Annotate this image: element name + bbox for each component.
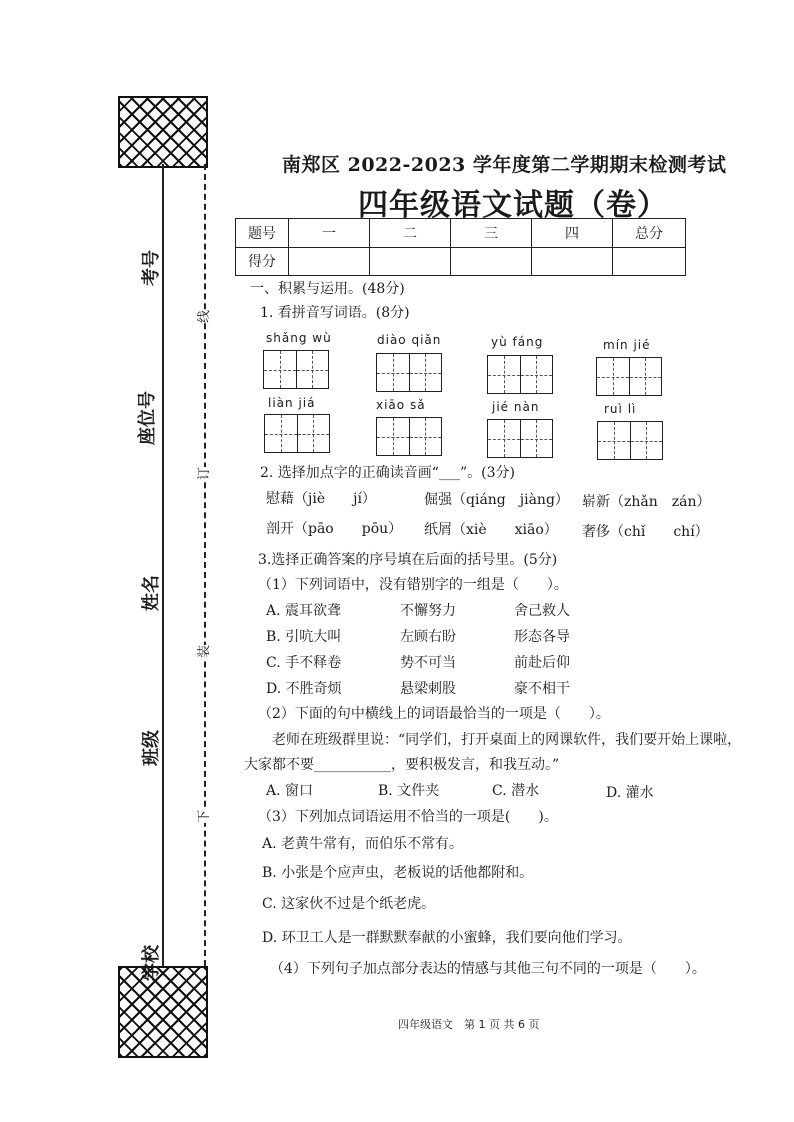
q3-3-stem: （3）下列加点词语运用不恰当的一项是( )。	[258, 809, 558, 825]
cut-mark-xia: 下	[191, 810, 214, 823]
binding-label-seat-no: 座位号	[137, 391, 158, 445]
score-header-cell: 二	[370, 219, 451, 248]
writing-grid[interactable]	[376, 353, 442, 392]
writing-grid[interactable]	[376, 417, 442, 456]
score-cell	[289, 247, 370, 276]
pinyin-label: shǎng wù	[266, 331, 332, 345]
option-row: B. 引吭大叫	[266, 629, 342, 645]
writing-grid[interactable]	[264, 414, 330, 453]
score-header-cell: 总分	[613, 219, 686, 248]
q3-2-text: 大家都不要___________，要积极发言，和我互动。”	[244, 757, 560, 773]
pinyin-label: mín jié	[603, 338, 651, 352]
score-header-cell: 三	[451, 219, 532, 248]
score-header-cell: 四	[532, 219, 613, 248]
pinyin-label: ruì lì	[604, 402, 637, 416]
section-title: 一、积累与运用。(48分)	[250, 281, 405, 297]
option-row: 舍己救人	[514, 603, 570, 619]
cut-mark-zhuang: 装	[191, 645, 214, 658]
q2-item: 慰藉（jiè jí）	[266, 491, 376, 507]
option-row: C. 手不释卷	[266, 655, 342, 671]
writing-grid[interactable]	[487, 419, 553, 458]
q3-3-option: B. 小张是个应声虫，老板说的话他都附和。	[262, 865, 534, 881]
pinyin-label: diào qiǎn	[377, 333, 442, 347]
q2-item: 奢侈（chǐ chí）	[582, 524, 709, 540]
writing-grid[interactable]	[487, 355, 553, 394]
score-cell	[532, 247, 613, 276]
score-table	[235, 218, 686, 276]
q2-item: 崭新（zhǎn zán）	[582, 494, 711, 510]
pinyin-label: yù fáng	[491, 335, 544, 349]
option-row: 形态各导	[514, 629, 570, 645]
option-row: D. 不胜奇烦	[266, 681, 342, 697]
q3-2-option: A. 窗口	[266, 783, 314, 799]
writing-grid[interactable]	[596, 357, 662, 396]
pinyin-label: jié nàn	[492, 400, 540, 414]
q3-2-option: D. 灌水	[606, 785, 654, 801]
paper-title: 四年级语文试题（卷）	[358, 188, 668, 223]
pinyin-label: xiāo sǎ	[376, 398, 426, 412]
exam-title: 南郑区 2022-2023 学年度第二学期期末检测考试	[282, 154, 727, 176]
writing-grid[interactable]	[263, 350, 329, 389]
q3-2-text: 老师在班级群里说：“同学们，打开桌面上的网课软件，我们要开始上课啦，	[272, 732, 742, 748]
score-header-cell: 一	[289, 219, 370, 248]
q2-item: 倔强（qiáng jiàng）	[424, 492, 569, 508]
option-row: 前赴后仰	[514, 655, 570, 671]
option-row: 势不可当	[400, 655, 456, 671]
score-cell	[613, 247, 686, 276]
binding-label-class: 班级	[141, 730, 162, 766]
score-header-cell: 题号	[236, 219, 289, 248]
binding-label-school: 学校	[141, 945, 162, 981]
binding-label-exam-no: 考号	[141, 250, 162, 286]
score-cell	[451, 247, 532, 276]
binding-label-name: 姓名	[141, 575, 162, 611]
option-row: 不懈努力	[400, 603, 456, 619]
option-row: A. 震耳欲聋	[266, 603, 342, 619]
score-cell	[370, 247, 451, 276]
q3-4-stem: （4）下列句子加点部分表达的情感与其他三句不同的一项是（ ）。	[270, 961, 706, 977]
writing-grid[interactable]	[597, 421, 663, 460]
binding-hatch-bottom	[118, 966, 208, 1058]
pinyin-label: liàn jiá	[268, 396, 316, 410]
q3-2-stem: （2）下面的句中横线上的词语最恰当的一项是（ ）。	[258, 706, 610, 722]
option-row: 悬梁刺股	[400, 681, 456, 697]
binding-hatch-top	[118, 96, 208, 168]
cut-mark-ding: 订	[191, 467, 214, 480]
q2-title: 2. 选择加点字的正确读音画“___”。(3分)	[260, 465, 515, 481]
q2-item: 剖开（pāo pōu）	[266, 521, 403, 537]
q2-item: 纸屑（xiè xiāo）	[424, 522, 558, 538]
option-row: 豪不相干	[514, 681, 570, 697]
q3-3-option: D. 环卫工人是一群默默奉献的小蜜蜂，我们要向他们学习。	[262, 930, 632, 946]
q3-2-option: B. 文件夹	[378, 783, 440, 799]
q3-2-option: C. 潜水	[492, 783, 540, 799]
q3-3-option: C. 这家伙不过是个纸老虎。	[262, 896, 436, 912]
score-row-label: 得分	[236, 247, 289, 276]
q3-1-stem: （1）下列词语中，没有错别字的一组是（ ）。	[258, 577, 568, 593]
binding-cut-line	[204, 164, 206, 966]
q3-title: 3.选择正确答案的序号填在后面的括号里。(5分)	[258, 552, 558, 568]
option-row: 左顾右盼	[400, 629, 456, 645]
cut-mark-xian: 线	[191, 310, 214, 323]
q3-3-option: A. 老黄牛常有，而伯乐不常有。	[262, 836, 464, 852]
q1-title: 1. 看拼音写词语。(8分)	[260, 305, 410, 321]
page-footer: 四年级语文 第 1 页 共 6 页	[398, 1018, 540, 1031]
